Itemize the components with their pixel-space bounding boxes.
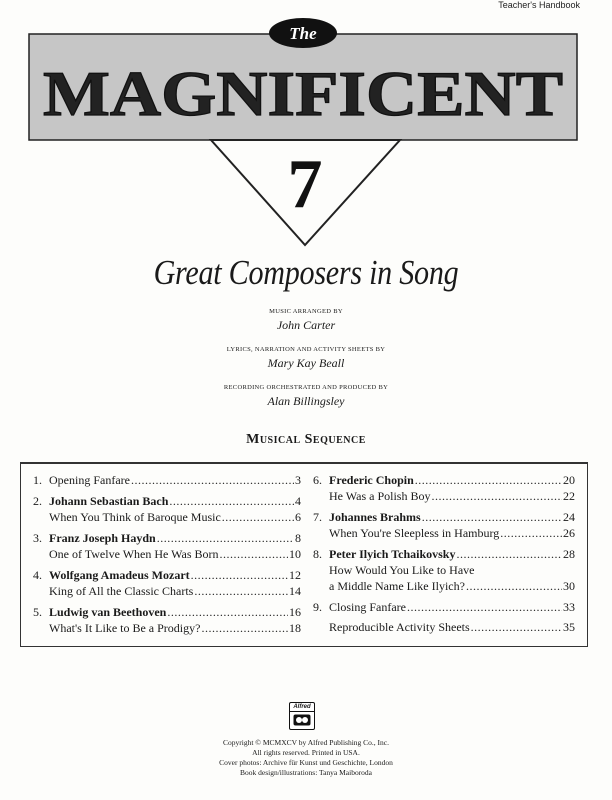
- entry-number: 6.: [313, 473, 322, 487]
- dot-leader: [471, 619, 562, 635]
- entry-song: How Would You Like to Have: [329, 563, 475, 577]
- credit-name: John Carter: [276, 318, 336, 332]
- entry-title: Ludwig van Beethoven: [49, 605, 167, 619]
- copyright-line: Book design/illustrations: Tanya Maiboroda: [239, 768, 373, 777]
- entry-page: 24: [563, 510, 575, 524]
- entry-song-line2: a Middle Name Like Ilyich?: [329, 579, 465, 593]
- entry-title: Peter Ilyich Tchaikovsky: [329, 547, 456, 561]
- copyright-block: [0, 738, 612, 778]
- dot-leader: [191, 567, 288, 583]
- entry-title: Opening Fanfare: [49, 473, 130, 487]
- title-number: 7: [287, 146, 323, 223]
- toc-column-left: [33, 472, 301, 641]
- entry-page: 4: [295, 494, 301, 508]
- entry-number: 2.: [33, 494, 42, 508]
- toc-entry: [313, 509, 575, 541]
- dot-leader: [422, 509, 562, 525]
- credit-label: LYRICS, NARRATION AND ACTIVITY SHEETS BY: [226, 346, 386, 353]
- dot-leader: [167, 604, 288, 620]
- toc-entry: [33, 567, 301, 599]
- entry-page: 33: [563, 600, 575, 614]
- entry-title: Frederic Chopin: [329, 473, 414, 487]
- title-main: MAGNIFICENT: [43, 58, 563, 129]
- dot-leader: [169, 493, 294, 509]
- title-graphic: [0, 0, 612, 250]
- dot-leader: [415, 472, 562, 488]
- credit-label: RECORDING ORCHESTRATED AND PRODUCED BY: [223, 384, 389, 391]
- toc-entry: [33, 472, 301, 488]
- entry-song-page: 14: [289, 584, 301, 598]
- table-of-contents: [20, 462, 588, 647]
- credit-name: Mary Kay Beall: [267, 356, 345, 370]
- sequence-heading: Musical Sequence: [246, 432, 366, 447]
- dot-leader: [500, 525, 562, 541]
- entry-number: 3.: [33, 531, 42, 545]
- alfred-logo-icon: [289, 702, 315, 730]
- toc-entry: [33, 493, 301, 525]
- entry-title: Johann Sebastian Bach: [49, 494, 169, 508]
- entry-song: He Was a Polish Boy: [329, 489, 431, 503]
- entry-number: 8.: [313, 547, 322, 561]
- copyright-line: Copyright © MCMXCV by Alfred Publishing Co., Inc.: [223, 738, 389, 747]
- dot-leader: [157, 530, 294, 546]
- toc-entry: [33, 530, 301, 562]
- entry-number: 1.: [33, 473, 42, 487]
- dot-leader: [466, 578, 562, 594]
- subtitle: Great Composers in Song: [153, 253, 459, 292]
- copyright-line: Cover photos: Archive für Kunst und Geschichte, London: [219, 758, 393, 767]
- toc-column-right: [313, 472, 575, 640]
- entry-song-page: 18: [289, 621, 301, 635]
- header-tag: Teacher's Handbook: [498, 0, 580, 10]
- title-the: The: [289, 24, 317, 43]
- dot-leader: [220, 546, 289, 562]
- dot-leader: [407, 599, 562, 615]
- entry-song-page: 10: [289, 547, 301, 561]
- dot-leader: [194, 583, 288, 599]
- entry-song: What's It Like to Be a Prodigy?: [49, 621, 201, 635]
- dot-leader: [222, 509, 294, 525]
- credit-label: MUSIC ARRANGED BY: [269, 308, 343, 315]
- entry-song-page: 26: [563, 526, 575, 540]
- entry-number: 9.: [313, 600, 322, 614]
- entry-title: Franz Joseph Haydn: [49, 531, 156, 545]
- entry-song: When You're Sleepless in Hamburg: [329, 526, 500, 540]
- entry-title: Johannes Brahms: [329, 510, 421, 524]
- title-block: [0, 0, 612, 250]
- entry-song: When You Think of Baroque Music: [49, 510, 221, 524]
- dot-leader: [201, 620, 288, 636]
- entry-page: 8: [295, 531, 301, 545]
- entry-page: 28: [563, 547, 575, 561]
- copyright-line: All rights reserved. Printed in USA.: [252, 748, 360, 757]
- credits: [0, 308, 612, 422]
- entry-page: 3: [295, 473, 301, 487]
- entry-page: 12: [289, 568, 301, 582]
- entry-song: King of All the Classic Charts: [49, 584, 194, 598]
- dot-leader: [456, 546, 562, 562]
- entry-song: Reproducible Activity Sheets: [329, 620, 470, 634]
- toc-entry: [313, 599, 575, 635]
- dot-leader: [131, 472, 294, 488]
- entry-title: Closing Fanfare: [329, 600, 406, 614]
- alfred-emblem-icon: [293, 714, 311, 726]
- entry-number: 4.: [33, 568, 42, 582]
- toc-entry: [313, 472, 575, 504]
- credit-name: Alan Billingsley: [267, 394, 345, 408]
- entry-song-page: 22: [563, 489, 575, 503]
- logo-text: Alfred: [290, 703, 314, 712]
- entry-number: 7.: [313, 510, 322, 524]
- entry-page: 20: [563, 473, 575, 487]
- toc-entry: [33, 604, 301, 636]
- entry-title: Wolfgang Amadeus Mozart: [49, 568, 190, 582]
- entry-page: 16: [289, 605, 301, 619]
- toc-entry: [313, 546, 575, 594]
- entry-number: 5.: [33, 605, 42, 619]
- entry-song-page: 35: [563, 620, 575, 634]
- entry-song-page: 6: [295, 510, 301, 524]
- entry-song: One of Twelve When He Was Born: [49, 547, 219, 561]
- entry-song-page: 30: [563, 579, 575, 593]
- dot-leader: [431, 488, 562, 504]
